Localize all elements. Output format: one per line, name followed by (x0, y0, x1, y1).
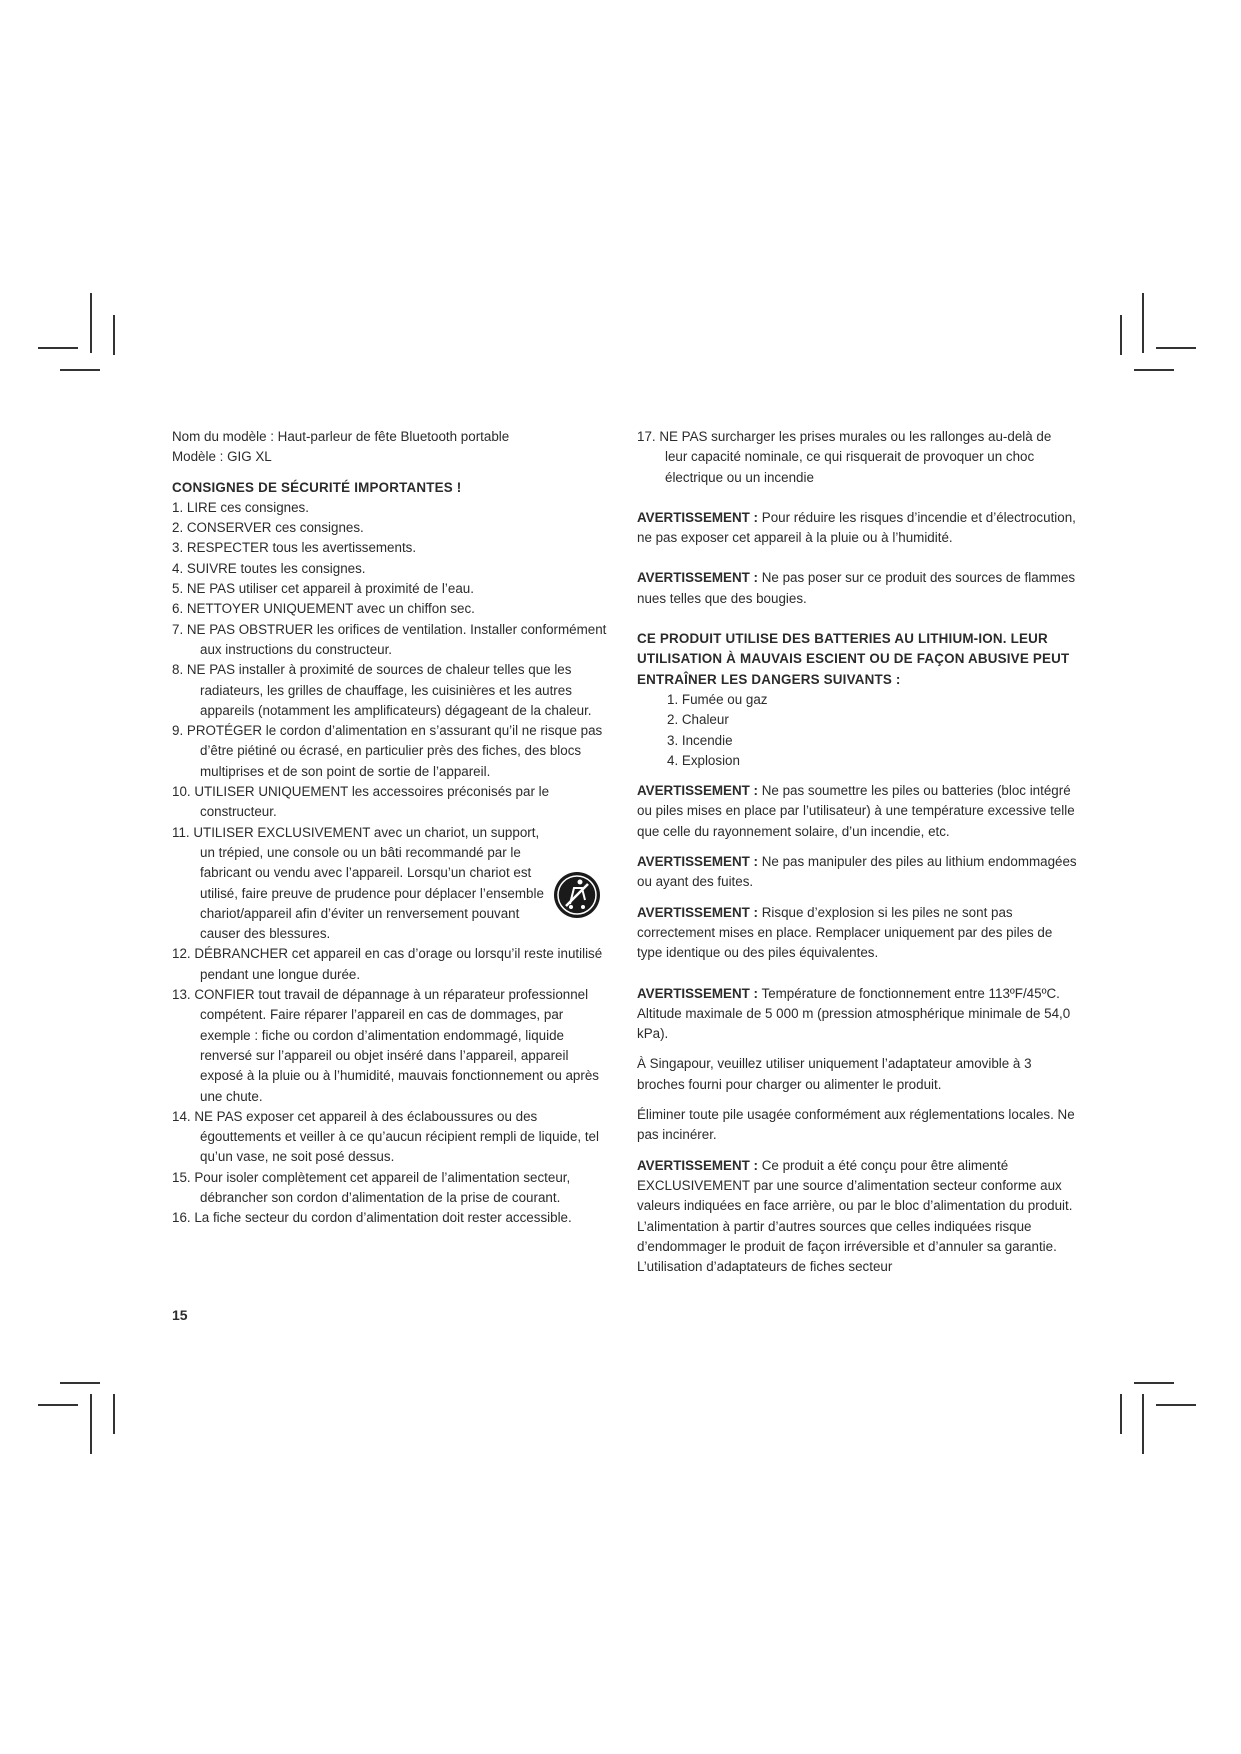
danger-item-2: 2. Chaleur (667, 712, 729, 728)
safety-heading: CONSIGNES DE SÉCURITÉ IMPORTANTES ! (172, 479, 462, 495)
warning-label: AVERTISSEMENT : (637, 904, 759, 920)
safety-item-10: 10. UTILISER UNIQUEMENT les accessoires préconisés par le constructeur. (172, 784, 550, 820)
lithium-heading: CE PRODUIT UTILISE DES BATTERIES AU LITHIUM-ION. LEUR UTILISATION À MAUVAIS ESCIENT OU DE FAÇON ABUSIVE PEUT ENTRAÎNER LES DANGERS SUIVANTS : (637, 631, 1070, 687)
warning-operating (637, 984, 1077, 1045)
warning-temperature-text: Ne pas soumettre les piles ou batteries (bloc intégré ou piles mises en place par l’utilisateur) à une température excessive telle que celle du rayonnement solaire, d’un incendie, etc. (637, 783, 1075, 839)
danger-item-4: 4. Explosion (667, 752, 740, 768)
disposal-note: Éliminer toute pile usagée conformément aux réglementations locales. Ne pas incinérer. (637, 1107, 1075, 1143)
safety-item-9: 9. PROTÉGER le cordon d’alimentation en s’assurant qu’il ne risque pas d’être piétiné ou écrasé, en particulier près des fiches, des blocs multiprises et de son point de sortie de l’appareil. (172, 723, 603, 779)
safety-item-11: 11. UTILISER EXCLUSIVEMENT avec un chariot, un support, un trépied, une console ou un bâti recommandé par le fabricant ou vendu avec l’appareil. Lorsqu’un chariot est utilisé, faire preuve de prudence pour déplacer l’ensemble chariot/appareil afin d’éviter un renversement pouvant causer des blessures. (172, 824, 544, 942)
warning-damaged (637, 852, 1077, 893)
warning-explosion (637, 903, 1077, 964)
safety-item-16: 16. La fiche secteur du cordon d’alimentation doit rester accessible. (172, 1210, 572, 1226)
safety-item-12: 12. DÉBRANCHER cet appareil en cas d’orage ou lorsqu’il reste inutilisé pendant une longue durée. (172, 946, 603, 982)
page-number: 15 (172, 1307, 188, 1323)
warning-label: AVERTISSEMENT : (637, 509, 759, 525)
crop-mark-bottom-right-h2 (1156, 1404, 1196, 1406)
crop-mark-top-left-v1 (90, 293, 92, 353)
crop-mark-bottom-left-v1 (113, 1394, 115, 1434)
crop-mark-bottom-right-v2 (1142, 1394, 1144, 1454)
warning-power (637, 1156, 1077, 1278)
model: Modèle : GIG XL (172, 449, 272, 465)
danger-item-1: 1. Fumée ou gaz (667, 691, 768, 707)
crop-mark-bottom-right-h1 (1134, 1382, 1174, 1384)
safety-item-1: 1. LIRE ces consignes. (172, 499, 309, 515)
warning-flames-text: Ne pas poser sur ce produit des sources de flammes nues telles que des bougies. (637, 570, 1076, 606)
warning-rain-text: Pour réduire les risques d’incendie et d’électrocution, ne pas exposer cet appareil à la pluie ou à l’humidité. (637, 509, 1076, 546)
warning-label: AVERTISSEMENT : (637, 854, 759, 870)
right-column (637, 427, 1077, 1277)
safety-item-13: 13. CONFIER tout travail de dépannage à un réparateur professionnel compétent. Faire réparer l’appareil en cas de dommages, par exemple : fiche ou cordon d’alimentation endommagé, liquide renversé sur l’appareil ou objet inséré dans l’appareil, appareil exposé à la pluie ou à l’humidité, mauvais fonctionnement ou après une chute. (172, 987, 599, 1104)
crop-mark-top-left-v2 (113, 315, 115, 355)
danger-item-3: 3. Incendie (667, 732, 733, 748)
warning-damaged-text: Ne pas manipuler des piles au lithium endommagées ou ayant des fuites. (637, 854, 1077, 890)
safety-item-15: 15. Pour isoler complètement cet appareil de l’alimentation secteur, débrancher son cordon d’alimentation de la prise de courant. (172, 1169, 571, 1205)
warning-label: AVERTISSEMENT : (637, 570, 759, 586)
crop-mark-bottom-left-h2 (38, 1404, 78, 1406)
warning-temperature (637, 781, 1077, 842)
safety-item-2: 2. CONSERVER ces consignes. (172, 520, 364, 536)
safety-item-6: 6. NETTOYER UNIQUEMENT avec un chiffon sec. (172, 601, 475, 617)
safety-item-7: 7. NE PAS OBSTRUER les orifices de ventilation. Installer conformément aux instructions du constructeur. (172, 621, 607, 657)
dangers-list (637, 690, 1077, 771)
crop-mark-top-right-h2 (1134, 369, 1174, 371)
safety-item-3: 3. RESPECTER tous les avertissements. (172, 540, 417, 556)
crop-mark-bottom-left-h1 (60, 1382, 100, 1384)
safety-item-17: 17. NE PAS surcharger les prises murales ou les rallonges au-delà de leur capacité nominale, ce qui risquerait de provoquer un choc électrique ou un incendie (637, 429, 1052, 485)
safety-item-14: 14. NE PAS exposer cet appareil à des éclaboussures ou des égouttements et veiller à ce qu’aucun récipient rempli de liquide, tel qu’un vase, ne soit posé dessus. (172, 1108, 599, 1165)
model-name: Nom du modèle : Haut-parleur de fête Bluetooth portable (172, 429, 510, 444)
warning-flames (637, 568, 1077, 609)
warning-operating-text: Température de fonctionnement entre 113ºF/45ºC. Altitude maximale de 5 000 m (pression atmosphérique minimale de 54,0 kPa). (637, 985, 1071, 1042)
warning-label: AVERTISSEMENT : (637, 985, 759, 1001)
crop-mark-top-right-v1 (1142, 293, 1144, 353)
safety-item-4: 4. SUIVRE toutes les consignes. (172, 560, 366, 576)
warning-explosion-text: Risque d’explosion si les piles ne sont pas correctement mises en place. Remplacer uniquement par des piles de type identique ou des piles équivalentes. (637, 904, 1053, 961)
crop-mark-top-left-h1 (38, 347, 78, 349)
crop-mark-top-right-v2 (1120, 315, 1122, 355)
safety-item-5: 5. NE PAS utiliser cet appareil à proximité de l’eau. (172, 581, 474, 597)
crop-mark-bottom-left-v2 (90, 1394, 92, 1454)
crop-mark-bottom-right-v1 (1120, 1394, 1122, 1434)
warning-label: AVERTISSEMENT : (637, 783, 759, 799)
crop-mark-top-left-h2 (60, 369, 100, 371)
safety-list (172, 498, 612, 1229)
warning-rain (637, 508, 1077, 549)
warning-label: AVERTISSEMENT : (637, 1157, 759, 1173)
crop-mark-top-right-h1 (1156, 347, 1196, 349)
singapore-note: À Singapour, veuillez utiliser uniquement l’adaptateur amovible à 3 broches fourni pour charger ou alimenter le produit. (637, 1056, 1032, 1092)
safety-item-8: 8. NE PAS installer à proximité de sources de chaleur telles que les radiateurs, les grilles de chauffage, les cuisinières et les autres appareils (notamment les amplificateurs) dégageant de la chaleur. (172, 662, 592, 718)
warning-power-text: Ce produit a été conçu pour être alimenté EXCLUSIVEMENT par une source d’alimentation secteur conforme aux valeurs indiquées en face arrière, ou par le bloc d’alimentation du produit. L’alimentation à partir d’autres sources que celles indiquées risque d’endommager le produit de façon irréversible et d’annuler sa garantie. L’utilisation d’adaptateurs de fiches secteur (637, 1157, 1073, 1275)
left-column (172, 427, 612, 1229)
cart-tip-over-warning-icon (552, 870, 602, 920)
